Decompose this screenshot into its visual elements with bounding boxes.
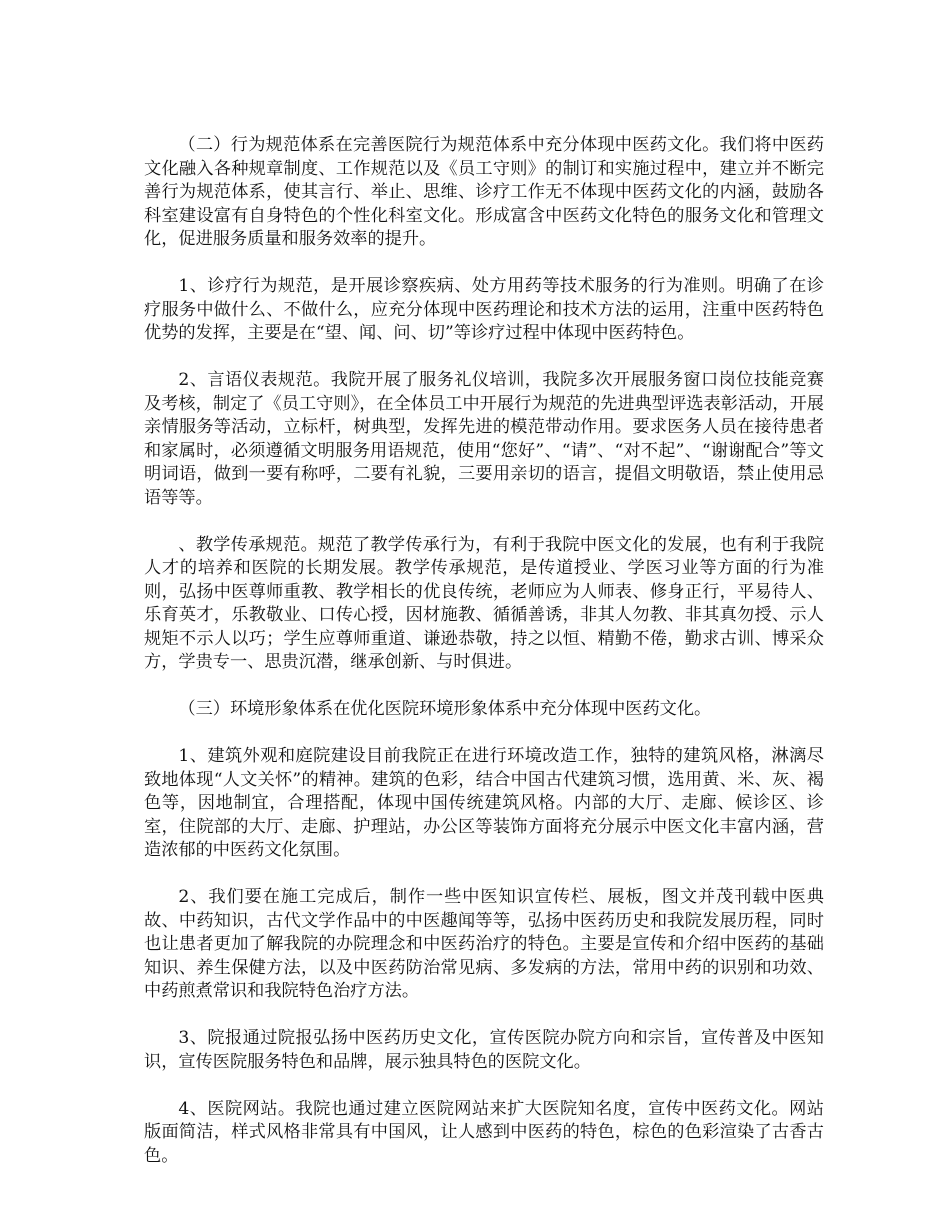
paragraph-hospital-website: 4、医院网站。我院也通过建立医院网站来扩大医院知名度，宣传中医药文化。网站版面简洁，样式风格非常具有中国风，让人感到中医药的特色，棕色的色彩渲染了古香古色。 xyxy=(144,1098,824,1166)
paragraph-publicity-boards: 2、我们要在施工完成后，制作一些中医知识宣传栏、展板，图文并茂刊载中医典故、中药知识，古代文学作品中的中医趣闻等等，弘扬中医药历史和我院发展历程，同时也让患者更加了解我院的办院理念和中医药治疗的特色。主要是宣传和介绍中医药的基础知识、养生保健方法，以及中医药防治常见病、多发病的方法，常用中药的识别和功效、中药煎煮常识和我院特色治疗方法。 xyxy=(144,887,824,1001)
paragraph-behavior-norms: （二）行为规范体系在完善医院行为规范体系中充分体现中医药文化。我们将中医药文化融入各种规章制度、工作规范以及《员工守则》的制订和实施过程中，建立并不断完善行为规范体系，使其言行、举止、思维、诊疗工作无不体现中医药文化的内涵，鼓励各科室建设富有自身特色的个性化科室文化。形成富含中医药文化特色的服务文化和管理文化，促进服务质量和服务效率的提升。 xyxy=(144,135,824,249)
document-page xyxy=(144,134,824,1192)
paragraph-architecture: 1、建筑外观和庭院建设目前我院正在进行环境改造工作，独特的建筑风格，淋漓尽致地体现“人文关怀”的精神。建筑的色彩，结合中国古代建筑习惯，选用黄、米、灰、褐色等，因地制宜，合理搭配，体现中国传统建筑风格。内部的大厅、走廊、候诊区、诊室，住院部的大厅、走廊、护理站，办公区等装饰方面将充分展示中医文化丰富内涵，营造浓郁的中医药文化氛围。 xyxy=(144,746,824,860)
paragraph-teaching-norms: 、教学传承规范。规范了教学传承行为，有利于我院中医文化的发展，也有利于我院人才的培养和医院的长期发展。教学传承规范，是传道授业、学医习业等方面的行为准则，弘扬中医尊师重教、教学相长的优良传统，老师应为人师表、修身正行，平易待人、乐育英才，乐教敬业、口传心授，因材施教、循循善诱，非其人勿教、非其真勿授、示人规矩不示人以巧；学生应尊师重道、谦逊恭敬，持之以恒、精勤不倦，勤求古训、博采众方，学贵专一、思贵沉潜，继承创新、与时俱进。 xyxy=(144,534,824,672)
paragraph-environment-heading: （三）环境形象体系在优化医院环境形象体系中充分体现中医药文化。 xyxy=(178,699,712,719)
paragraph-speech-norms: 2、言语仪表规范。我院开展了服务礼仪培训，我院多次开展服务窗口岗位技能竞赛及考核，制定了《员工守则》，在全体员工中开展行为规范的先进典型评选表彰活动，开展亲情服务等活动，立标杆，树典型，发挥先进的模范带动作用。要求医务人员在接待患者和家属时，必须遵循文明服务用语规范，使用“您好”、“请”、“对不起”、“谢谢配合”等文明词语，做到一要有称呼，二要有礼貌，三要用亲切的语言，提倡文明敬语，禁止使用忌语等等。 xyxy=(144,370,824,508)
paragraph-hospital-newspaper: 3、院报通过院报弘扬中医药历史文化，宣传医院办院方向和宗旨，宣传普及中医知识，宣传医院服务特色和品牌，展示独具特色的医院文化。 xyxy=(144,1028,824,1072)
paragraph-diagnosis-norms: 1、诊疗行为规范，是开展诊察疾病、处方用药等技术服务的行为准则。明确了在诊疗服务中做什么、不做什么，应充分体现中医药理论和技术方法的运用，注重中医药特色优势的发挥，主要是在“望、闻、问、切”等诊疗过程中体现中医药特色。 xyxy=(144,276,824,343)
